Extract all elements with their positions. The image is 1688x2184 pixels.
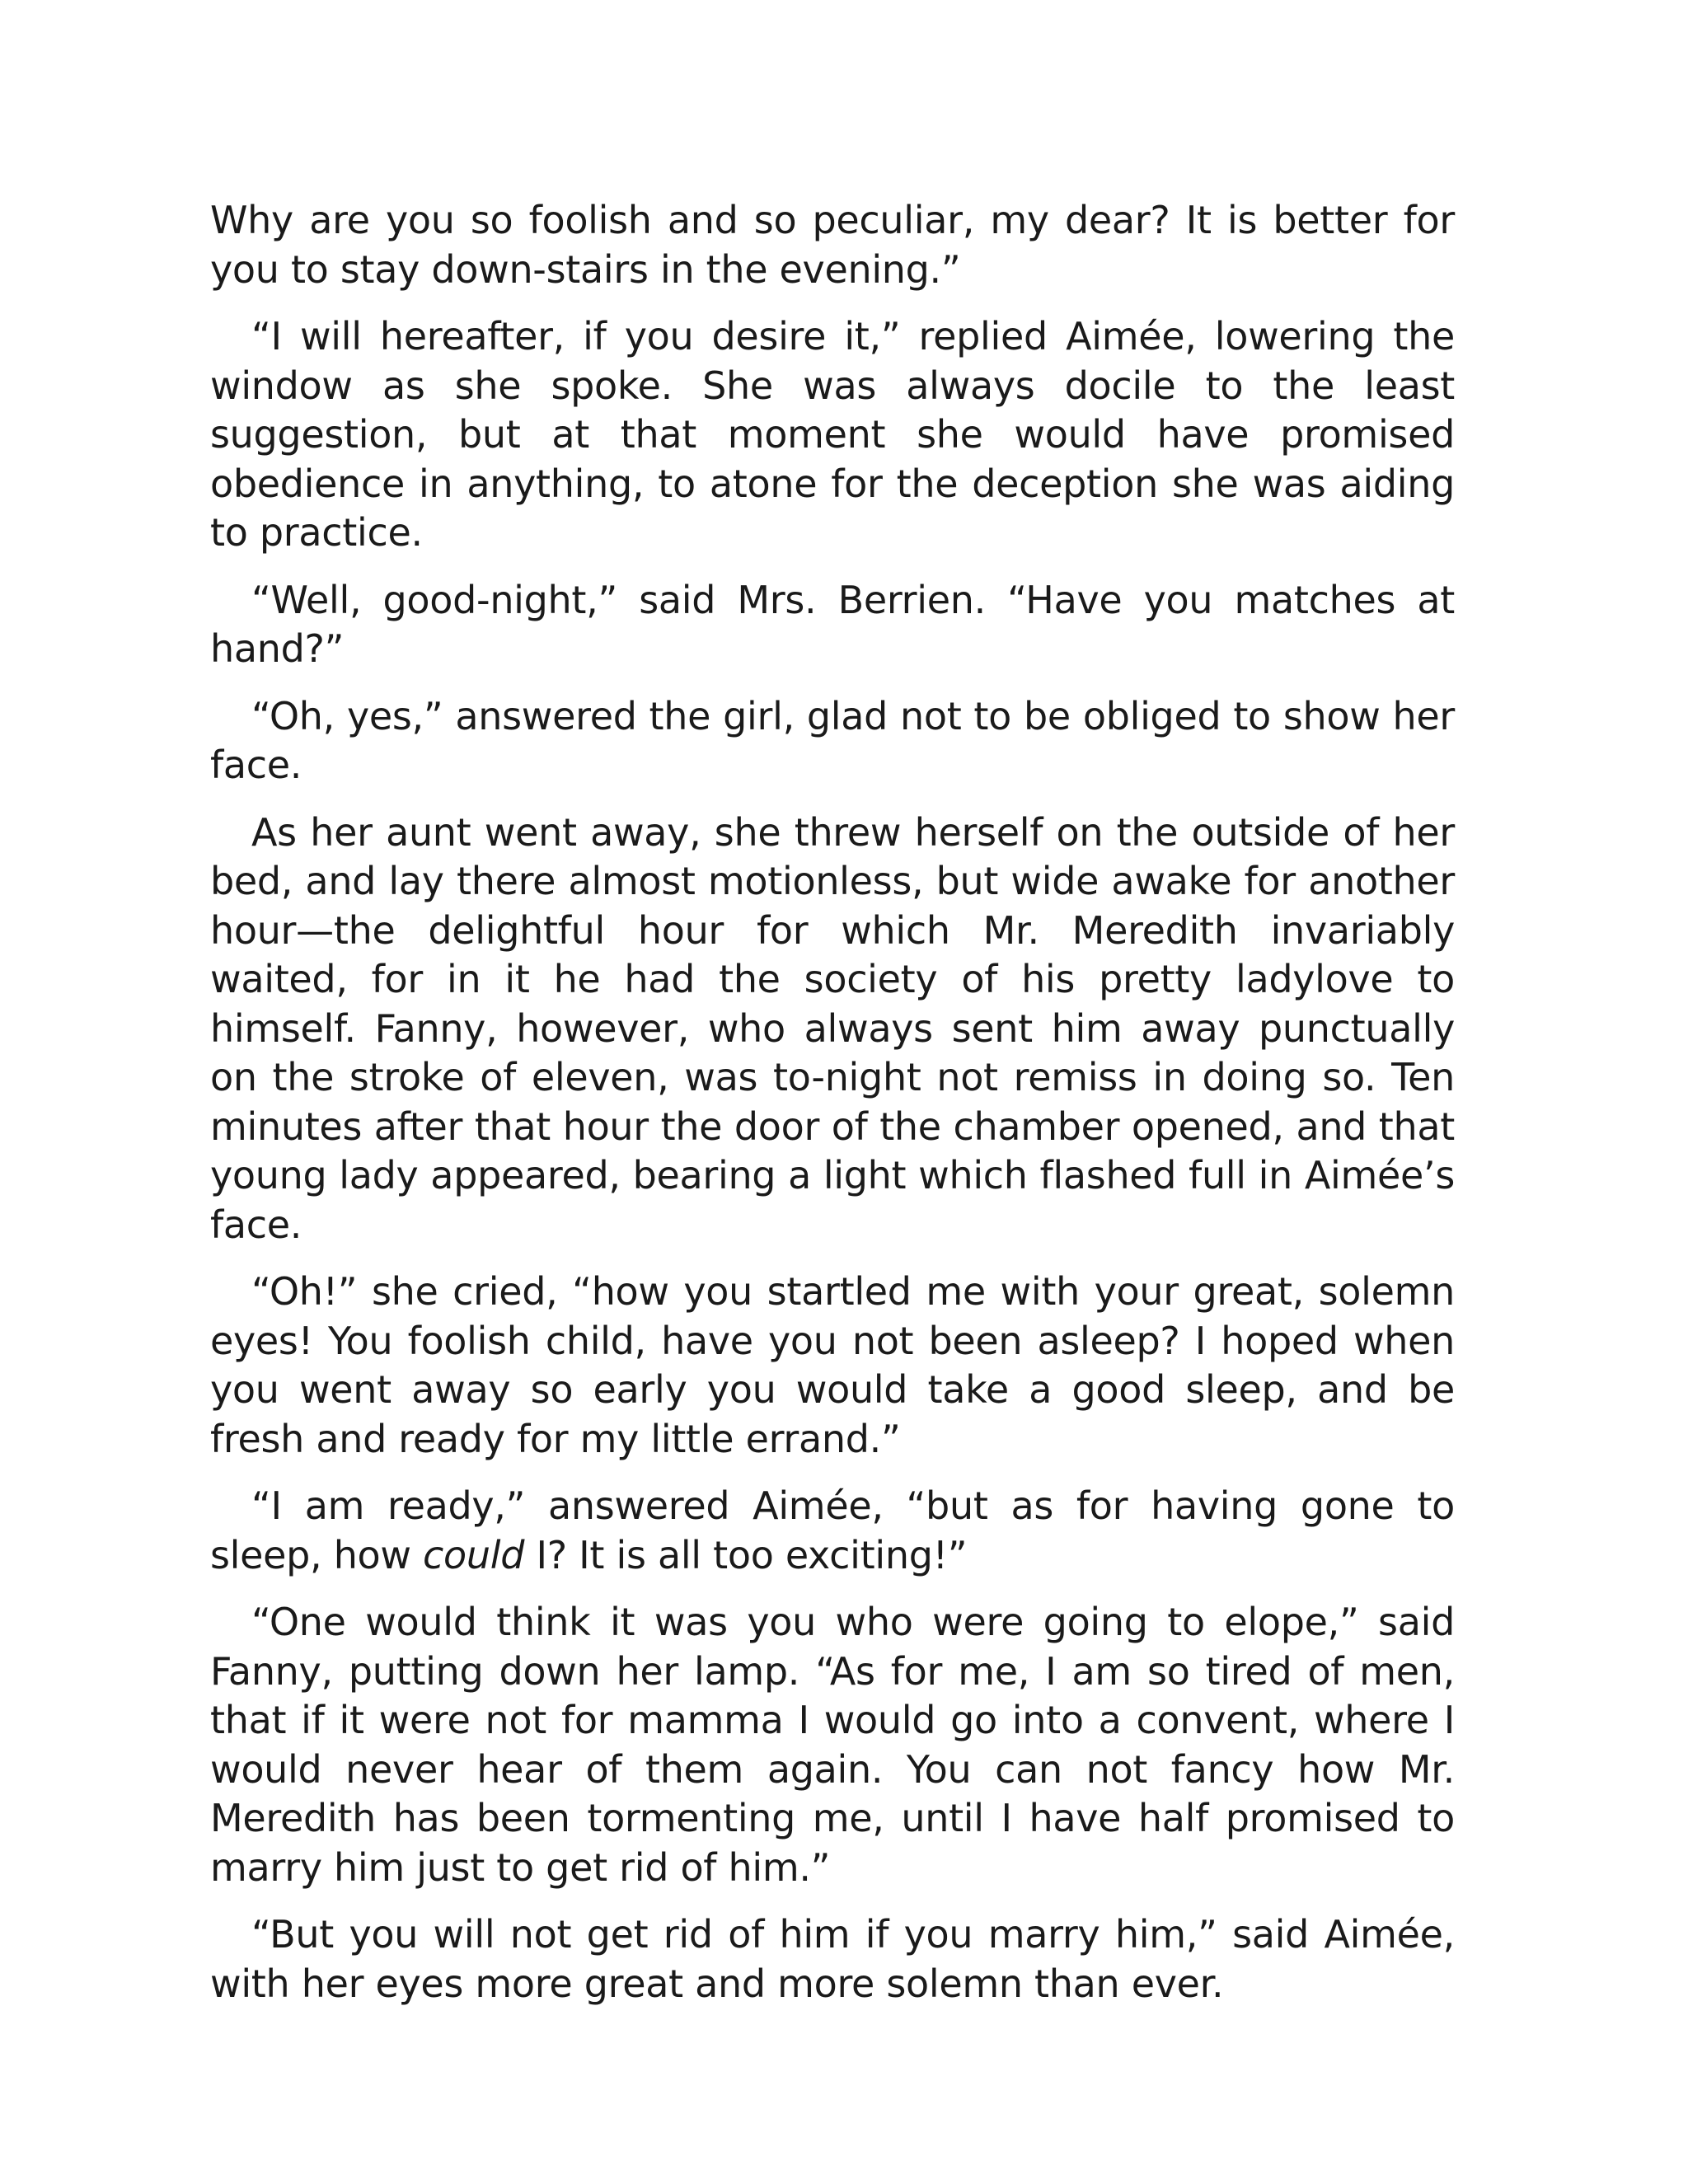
paragraph-text: “Oh!” she cried, “how you startled me with your great, solemn eyes! You foolish child, have you not been asleep? I hoped when you went away so early you would take a good sleep, and be fresh and ready for my little errand.”: [210, 1269, 1455, 1461]
paragraph: [210, 576, 1455, 674]
paragraph-text: “One would think it was you who were going to elope,” said Fanny, putting down her lamp. “As for me, I am so tired of men, that if it were not for mamma I would go into a convent, where I would never hear of them again. You can not fancy how Mr. Meredith has been tormenting me, until I have half promised to marry him just to get rid of him.”: [210, 1600, 1455, 1890]
paragraph-text: “I will hereafter, if you desire it,” replied Aimée, lowering the window as she spoke. She was always docile to the least suggestion, but at that moment she would have promised obedience in anything, to atone for the deception she was aiding to practice.: [210, 314, 1455, 555]
paragraph: [210, 1482, 1455, 1580]
emphasis-text: could: [423, 1532, 525, 1577]
paragraph-text: As her aunt went away, she threw herself on the outside of her bed, and lay there almost motionless, but wide awake for another hour—the delightful hour for which Mr. Meredith invariably waited, for in it he had the society of his pretty ladylove to himself. Fanny, however, who always sent him away punctually on the stroke of eleven, was to-night not remiss in doing so. Ten minutes after that hour the door of the chamber opened, and that young lady appeared, bearing a light which flashed full in Aimée’s face.: [210, 809, 1455, 1247]
paragraph-text: I? It is all too exciting!”: [524, 1532, 968, 1577]
paragraph: [210, 1268, 1455, 1464]
paragraph-text: “I am ready,” answered Aimée, “but as for having gone to sleep, how: [210, 1483, 1455, 1577]
paragraph: [210, 196, 1455, 294]
paragraph: [210, 692, 1455, 790]
paragraph-text: “Oh, yes,” answered the girl, glad not to be obliged to show her face.: [210, 693, 1455, 787]
page-body: [210, 196, 1455, 2027]
paragraph-text: Why are you so foolish and so peculiar, my dear? It is better for you to stay down-stairs in the evening.”: [210, 198, 1455, 292]
paragraph-text: “Well, good-night,” said Mrs. Berrien. “Have you matches at hand?”: [210, 577, 1455, 671]
paragraph: [210, 312, 1455, 558]
paragraph-text: “But you will not get rid of him if you marry him,” said Aimée, with her eyes more great and more solemn than ever.: [210, 1912, 1455, 2006]
paragraph: [210, 808, 1455, 1250]
paragraph: [210, 1598, 1455, 1892]
paragraph: [210, 1910, 1455, 2008]
